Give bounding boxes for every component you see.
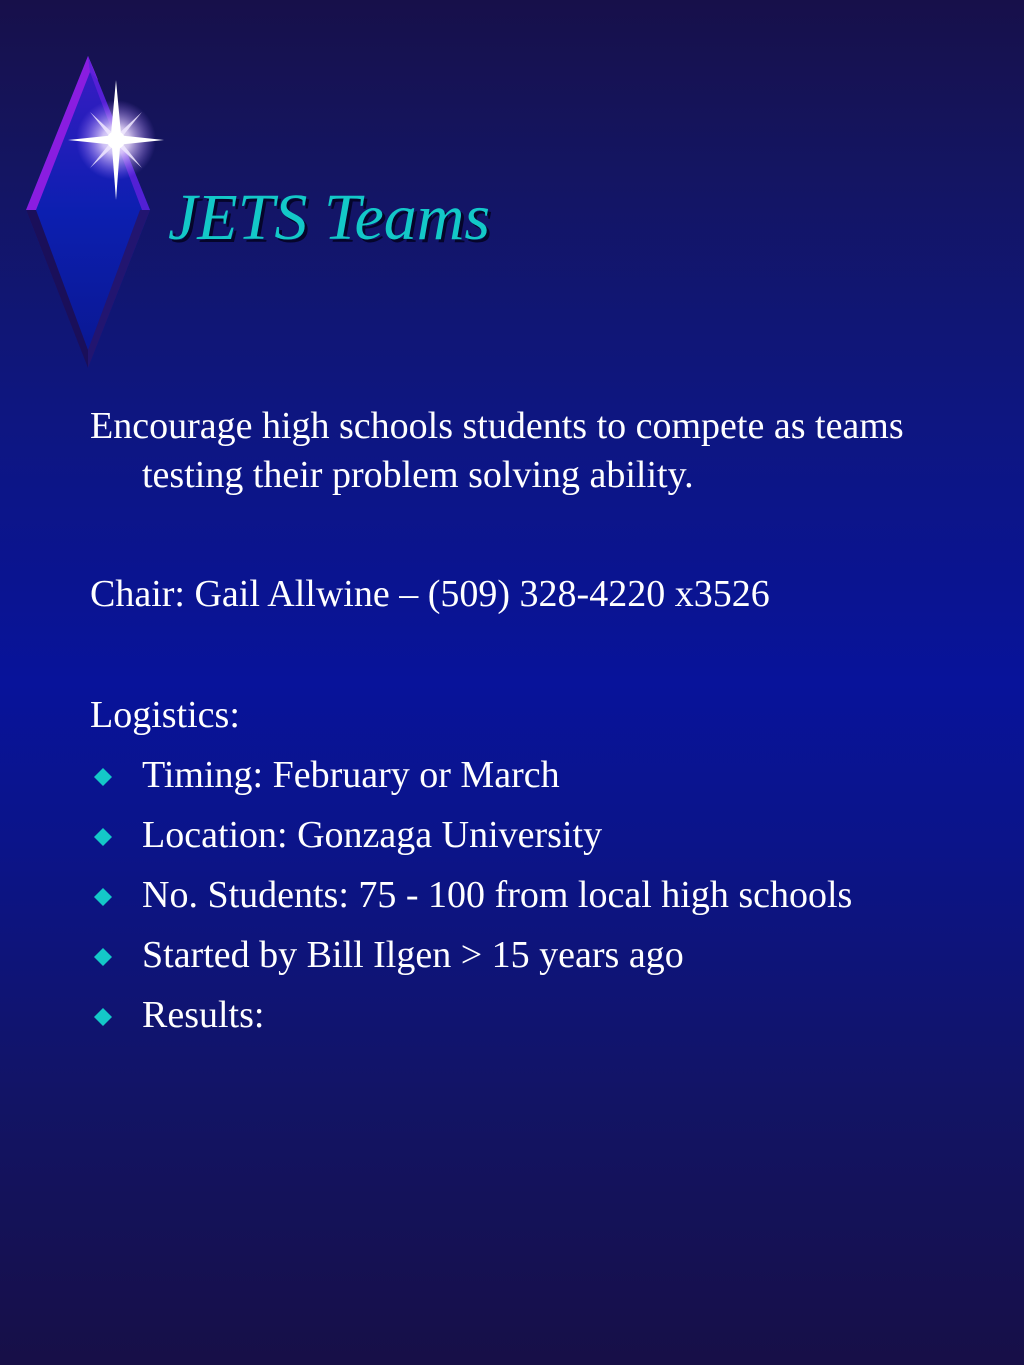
slide-title: JETS Teams xyxy=(168,181,491,254)
list-item xyxy=(90,991,950,1040)
list-item xyxy=(90,931,950,980)
diamond-bullet-icon xyxy=(94,828,112,846)
list-item xyxy=(90,751,950,800)
logistics-heading: Logistics: xyxy=(90,694,240,736)
diamond-bullet-icon xyxy=(94,948,112,966)
intro-paragraph: Encourage high schools students to compete as teams testing their problem solving ability. xyxy=(90,405,904,496)
diamond-bullet-icon xyxy=(94,1008,112,1026)
bullet-text: Started by Bill Ilgen > 15 years ago xyxy=(142,934,684,976)
bullet-text: No. Students: 75 - 100 from local high schools xyxy=(142,874,853,916)
bullet-text: Results: xyxy=(142,994,265,1036)
chair-contact: Chair: Gail Allwine – (509) 328-4220 x3526 xyxy=(90,573,770,615)
list-item xyxy=(90,811,950,860)
diamond-bullet-icon xyxy=(94,888,112,906)
list-item xyxy=(90,871,950,920)
slide-body xyxy=(90,402,950,1051)
bullet-text: Location: Gonzaga University xyxy=(142,814,603,856)
diamond-star-icon xyxy=(18,50,168,380)
logistics-list xyxy=(90,751,950,1040)
diamond-bullet-icon xyxy=(94,768,112,786)
bullet-text: Timing: February or March xyxy=(142,754,560,796)
